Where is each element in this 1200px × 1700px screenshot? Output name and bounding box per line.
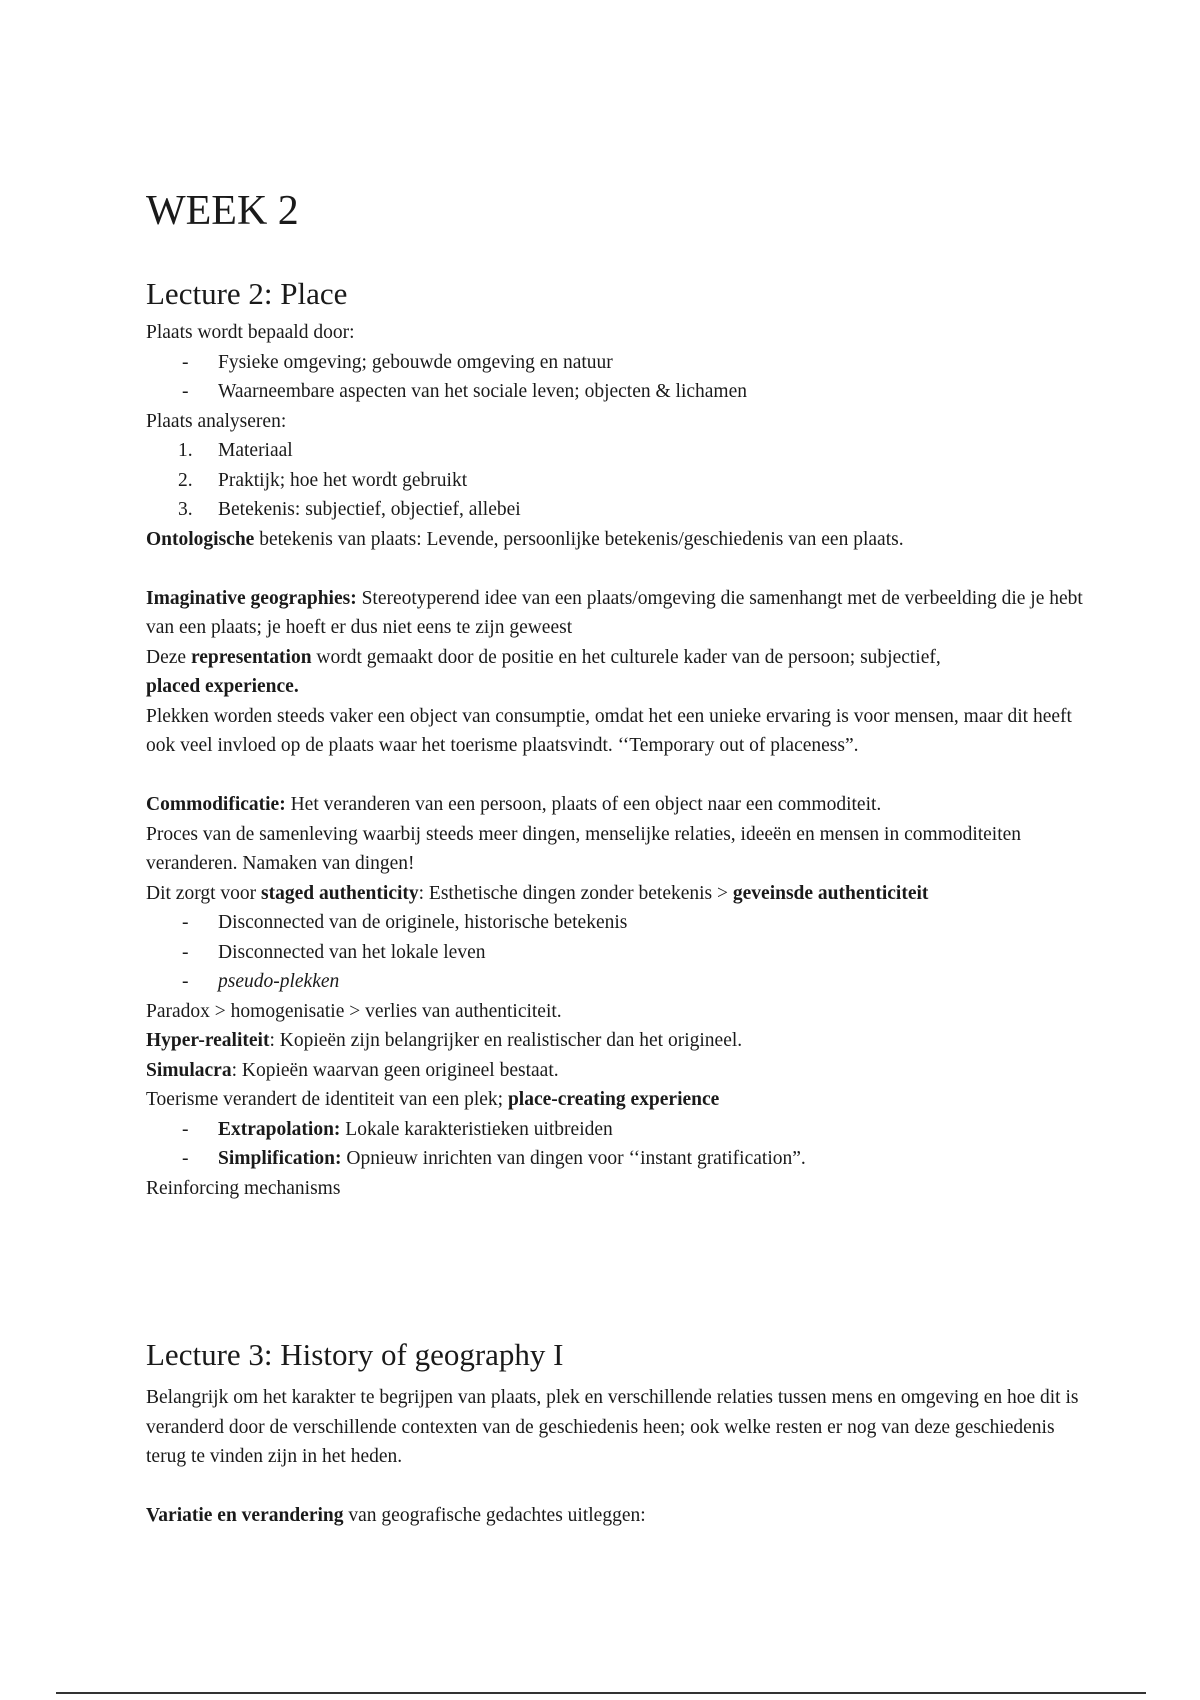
list-item: 2. Praktijk; hoe het wordt gebruikt [178, 469, 468, 491]
list-item: 1. Materiaal [178, 440, 293, 461]
lecture-2-heading: Lecture 2: Place [146, 276, 348, 311]
commodificatie-paragraph: Commodificatie: Het veranderen van een persoon, plaats of een object naar een commoditeit. [146, 794, 882, 815]
list-item: - pseudo-plekken [182, 971, 340, 992]
list-item: - Fysieke omgeving; gebouwde omgeving en natuur [182, 351, 613, 373]
toerisme-line: Toerisme verandert de identiteit van een plek; place-creating experience [146, 1089, 720, 1110]
lecture-3-section [146, 1335, 1086, 1531]
list-item: - Extrapolation: Lokale karakteristieken uitbreiden [182, 1118, 613, 1140]
representation-paragraph: Deze representation wordt gemaakt door de positie en het culturele kader van de persoon; subjectief, placed experience. [146, 646, 941, 697]
bepaald-list [146, 348, 1086, 407]
mechanisms-list [146, 1115, 1086, 1174]
paradox-line: Paradox > homogenisatie > verlies van authenticiteit. [146, 1000, 562, 1022]
list-item: 3. Betekenis: subjectief, objectief, allebei [178, 499, 521, 520]
lecture-2-section [146, 274, 1086, 1203]
page-bottom-divider [56, 1692, 1146, 1694]
staged-paragraph: Dit zorgt voor staged authenticity: Esthetische dingen zonder betekenis > geveinsde authenticiteit [146, 882, 929, 904]
imaginative-paragraph: Imaginative geographies: Stereotyperend idee van een plaats/omgeving die samenhangt met de verbeelding die je hebt van een plaats; je hoeft er dus niet eens te zijn geweest [146, 587, 1083, 638]
reinforcing-line: Reinforcing mechanisms [146, 1177, 341, 1199]
ontologische-paragraph: Ontologische betekenis van plaats: Levende, persoonlijke betekenis/geschiedenis van een plaats. [146, 528, 904, 550]
staged-list [146, 908, 1086, 997]
list-item: - Waarneembare aspecten van het sociale leven; objecten & lichamen [182, 381, 748, 402]
analyseren-list [146, 436, 1086, 525]
variatie-paragraph: Variatie en verandering van geografische gedachtes uitleggen: [146, 1505, 646, 1526]
analyseren-intro: Plaats analyseren: [146, 410, 287, 432]
proces-paragraph: Proces van de samenleving waarbij steeds meer dingen, menselijke relaties, ideeën en mensen in commoditeiten veranderen. Namaken van dingen! [146, 823, 1022, 874]
hyper-realiteit-line: Hyper-realiteit: Kopieën zijn belangrijker en realistischer dan het origineel. [146, 1030, 743, 1051]
page-title: WEEK 2 [146, 188, 299, 234]
belangrijk-paragraph: Belangrijk om het karakter te begrijpen van plaats, plek en verschillende relaties tussen mens en omgeving en hoe dit is veranderd door de verschillende contexten van de geschiedenis heen; ook welke resten er nog van deze geschiedenis terug te vinden zijn in het heden. [146, 1387, 1079, 1467]
simulacra-line: Simulacra: Kopieën waarvan geen origineel bestaat. [146, 1059, 559, 1081]
list-item: - Disconnected van het lokale leven [182, 941, 486, 963]
list-item: - Disconnected van de originele, historische betekenis [182, 912, 628, 933]
plekken-paragraph: Plekken worden steeds vaker een object van consumptie, omdat het een unieke ervaring is voor mensen, maar dit heeft ook veel invloed op de plaats waar het toerisme plaatsvindt. ‘‘Temporary out of placeness”. [146, 705, 1072, 756]
lecture-3-heading: Lecture 3: History of geography I [146, 1337, 564, 1372]
list-item: - Simplification: Opnieuw inrichten van dingen voor ‘‘instant gratification”. [182, 1148, 806, 1169]
bepaald-intro: Plaats wordt bepaald door: [146, 322, 355, 343]
